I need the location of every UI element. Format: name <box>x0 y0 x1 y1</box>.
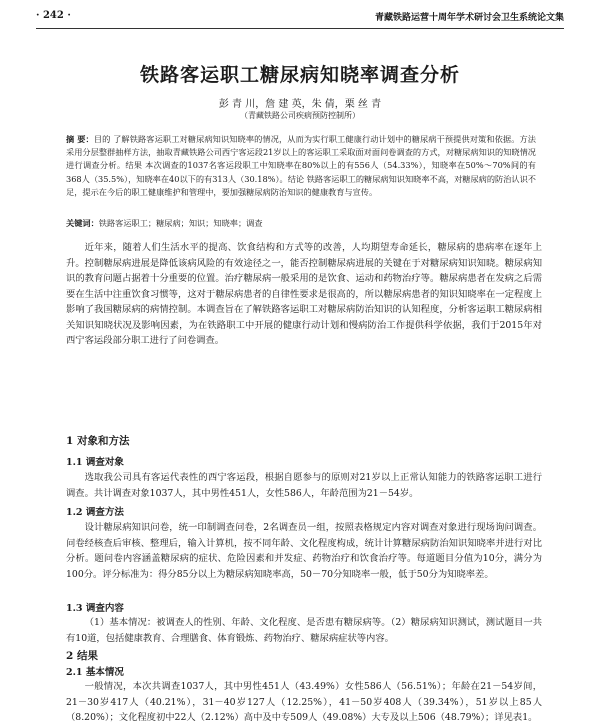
abstract-text: 目的 了解铁路客运职工对糖尿病知识知晓率的情况，从而为实行职工健康行动计划中的糖尿病干预提供对策和依据。方法 采用分层整群抽样方法，抽取青藏铁路公司西宁客运段21岁以上的客运职工采取面对面问卷调查的方式，对糖尿病知识的知晓情况进行调查分析。结果 本次调查的1037名客运段职工中知晓率在80%以上的有556人（54.33%），知晓率在50%～70%间的有368人（35.5%），知晓率在40以下的有313人（30.18%）。结论 铁路客运职工的糖尿病知识知晓率不高，对糖尿病的防治认识不足，提示在今后的职工健康维护和管理中，要加强糖尿病防治知识的健康教育与宣传。 <box>66 134 536 197</box>
page-header <box>36 8 564 26</box>
authors: 彭 青 川，詹 建 英，朱 倩，栗 丝 青 <box>218 99 382 110</box>
section-1-2-heading: 1.2 调查方法 <box>66 507 124 518</box>
abstract <box>66 133 536 199</box>
paper-title: 铁路客运职工糖尿病知晓率调查分析 <box>139 64 460 86</box>
section-2-1-text: 一般情况，本次共调查1037人，其中男性451人（43.49%）女性586人（56.51%）；年龄在21－54岁间，21－30岁417人（40.21%），31－40岁127人（12.25%），41－50岁408人（39.34%），51岁以上85人（8.20%）；文化程度初中22人（2.12%）高中及中专509人（49.08%）大专及以上506（48.79%）；详见表1。 <box>66 681 542 723</box>
keywords <box>66 218 536 229</box>
section-2-heading: 2 结果 <box>66 650 98 662</box>
section-1-1-text: 选取我公司具有客运代表性的西宁客运段，根据自愿参与的原则对21岁以上正常认知能力的铁路客运职工进行调查。共计调查对象1037人，其中男性451人，女性586人，年龄范围为21－54岁。 <box>66 472 542 499</box>
keywords-label: 关键词： <box>66 218 99 228</box>
page-number: · 242 · <box>36 10 71 21</box>
section-1-3-heading: 1.3 调查内容 <box>66 603 124 614</box>
section-1-heading: 1 对象和方法 <box>66 435 130 447</box>
running-title: 青藏铁路运营十周年学术研讨会卫生系统论文集 <box>374 13 564 23</box>
keywords-text: 铁路客运职工；糖尿病；知识；知晓率；调查 <box>98 218 263 228</box>
section-1-1-heading: 1.1 调查对象 <box>66 457 124 468</box>
abstract-label: 摘 要： <box>66 134 94 144</box>
section-2-1-heading: 2.1 基本情况 <box>66 667 124 678</box>
intro-paragraph: 近年来，随着人们生活水平的提高、饮食结构和方式等的改善，人均期望寿命延长，糖尿病的患病率在逐年上升。控制糖尿病进展是降低该病风险的有效途径之一，能否控制糖尿病进展的关键在于对糖尿病知识知晓。糖尿病知识的教育问题占据着十分重要的位置。治疗糖尿病一般采用的是饮食、运动和药物治疗等。糖尿病患者在发病之后需要在生活中注重饮食习惯等，这对于糖尿病患者的自律性要求是很高的，所以糖尿病患者的知识知晓率在一定程度上影响了我国糖尿病的病情控制。本调查旨在了解铁路客运职工对糖尿病防治知识的认知程度，分析客运职工糖尿病相关知识知晓状况及影响因素，为在铁路职工中开展的健康行动计划和慢病防治工作提供科学依据，我们于2015年对西宁客运段部分职工进行了问卷调查。 <box>66 242 542 346</box>
header-rule <box>36 28 564 29</box>
section-1-2-text: 设计糖尿病知识问卷，统一印制调查问卷，2名调查员一组，按照表格规定内容对调查对象进行现场询问调查。问卷经核查后审核、整理后，输入计算机，按不同年龄、文化程度构成，统计计算糖尿病防治知识知晓率并进行对比分析。题问卷内容涵盖糖尿病的症状、危险因素和并发症、药物治疗和饮食治疗等。每道题目分值为10分，满分为100分。评分标准为：得分85分以上为糖尿病知晓率高，50－70分知晓率一般，低于50分为知晓率差。 <box>66 522 542 580</box>
section-1-3-text: （1）基本情况：被调查人的性别、年龄、文化程度、是否患有糖尿病等。（2）糖尿病知识测试，测试题目一共有10道，包括健康教育、合理膳食、体育锻炼、药物治疗、糖尿病症状等内容。 <box>66 617 542 644</box>
affiliation: （青藏铁路公司疾病预防控制所） <box>240 111 360 120</box>
